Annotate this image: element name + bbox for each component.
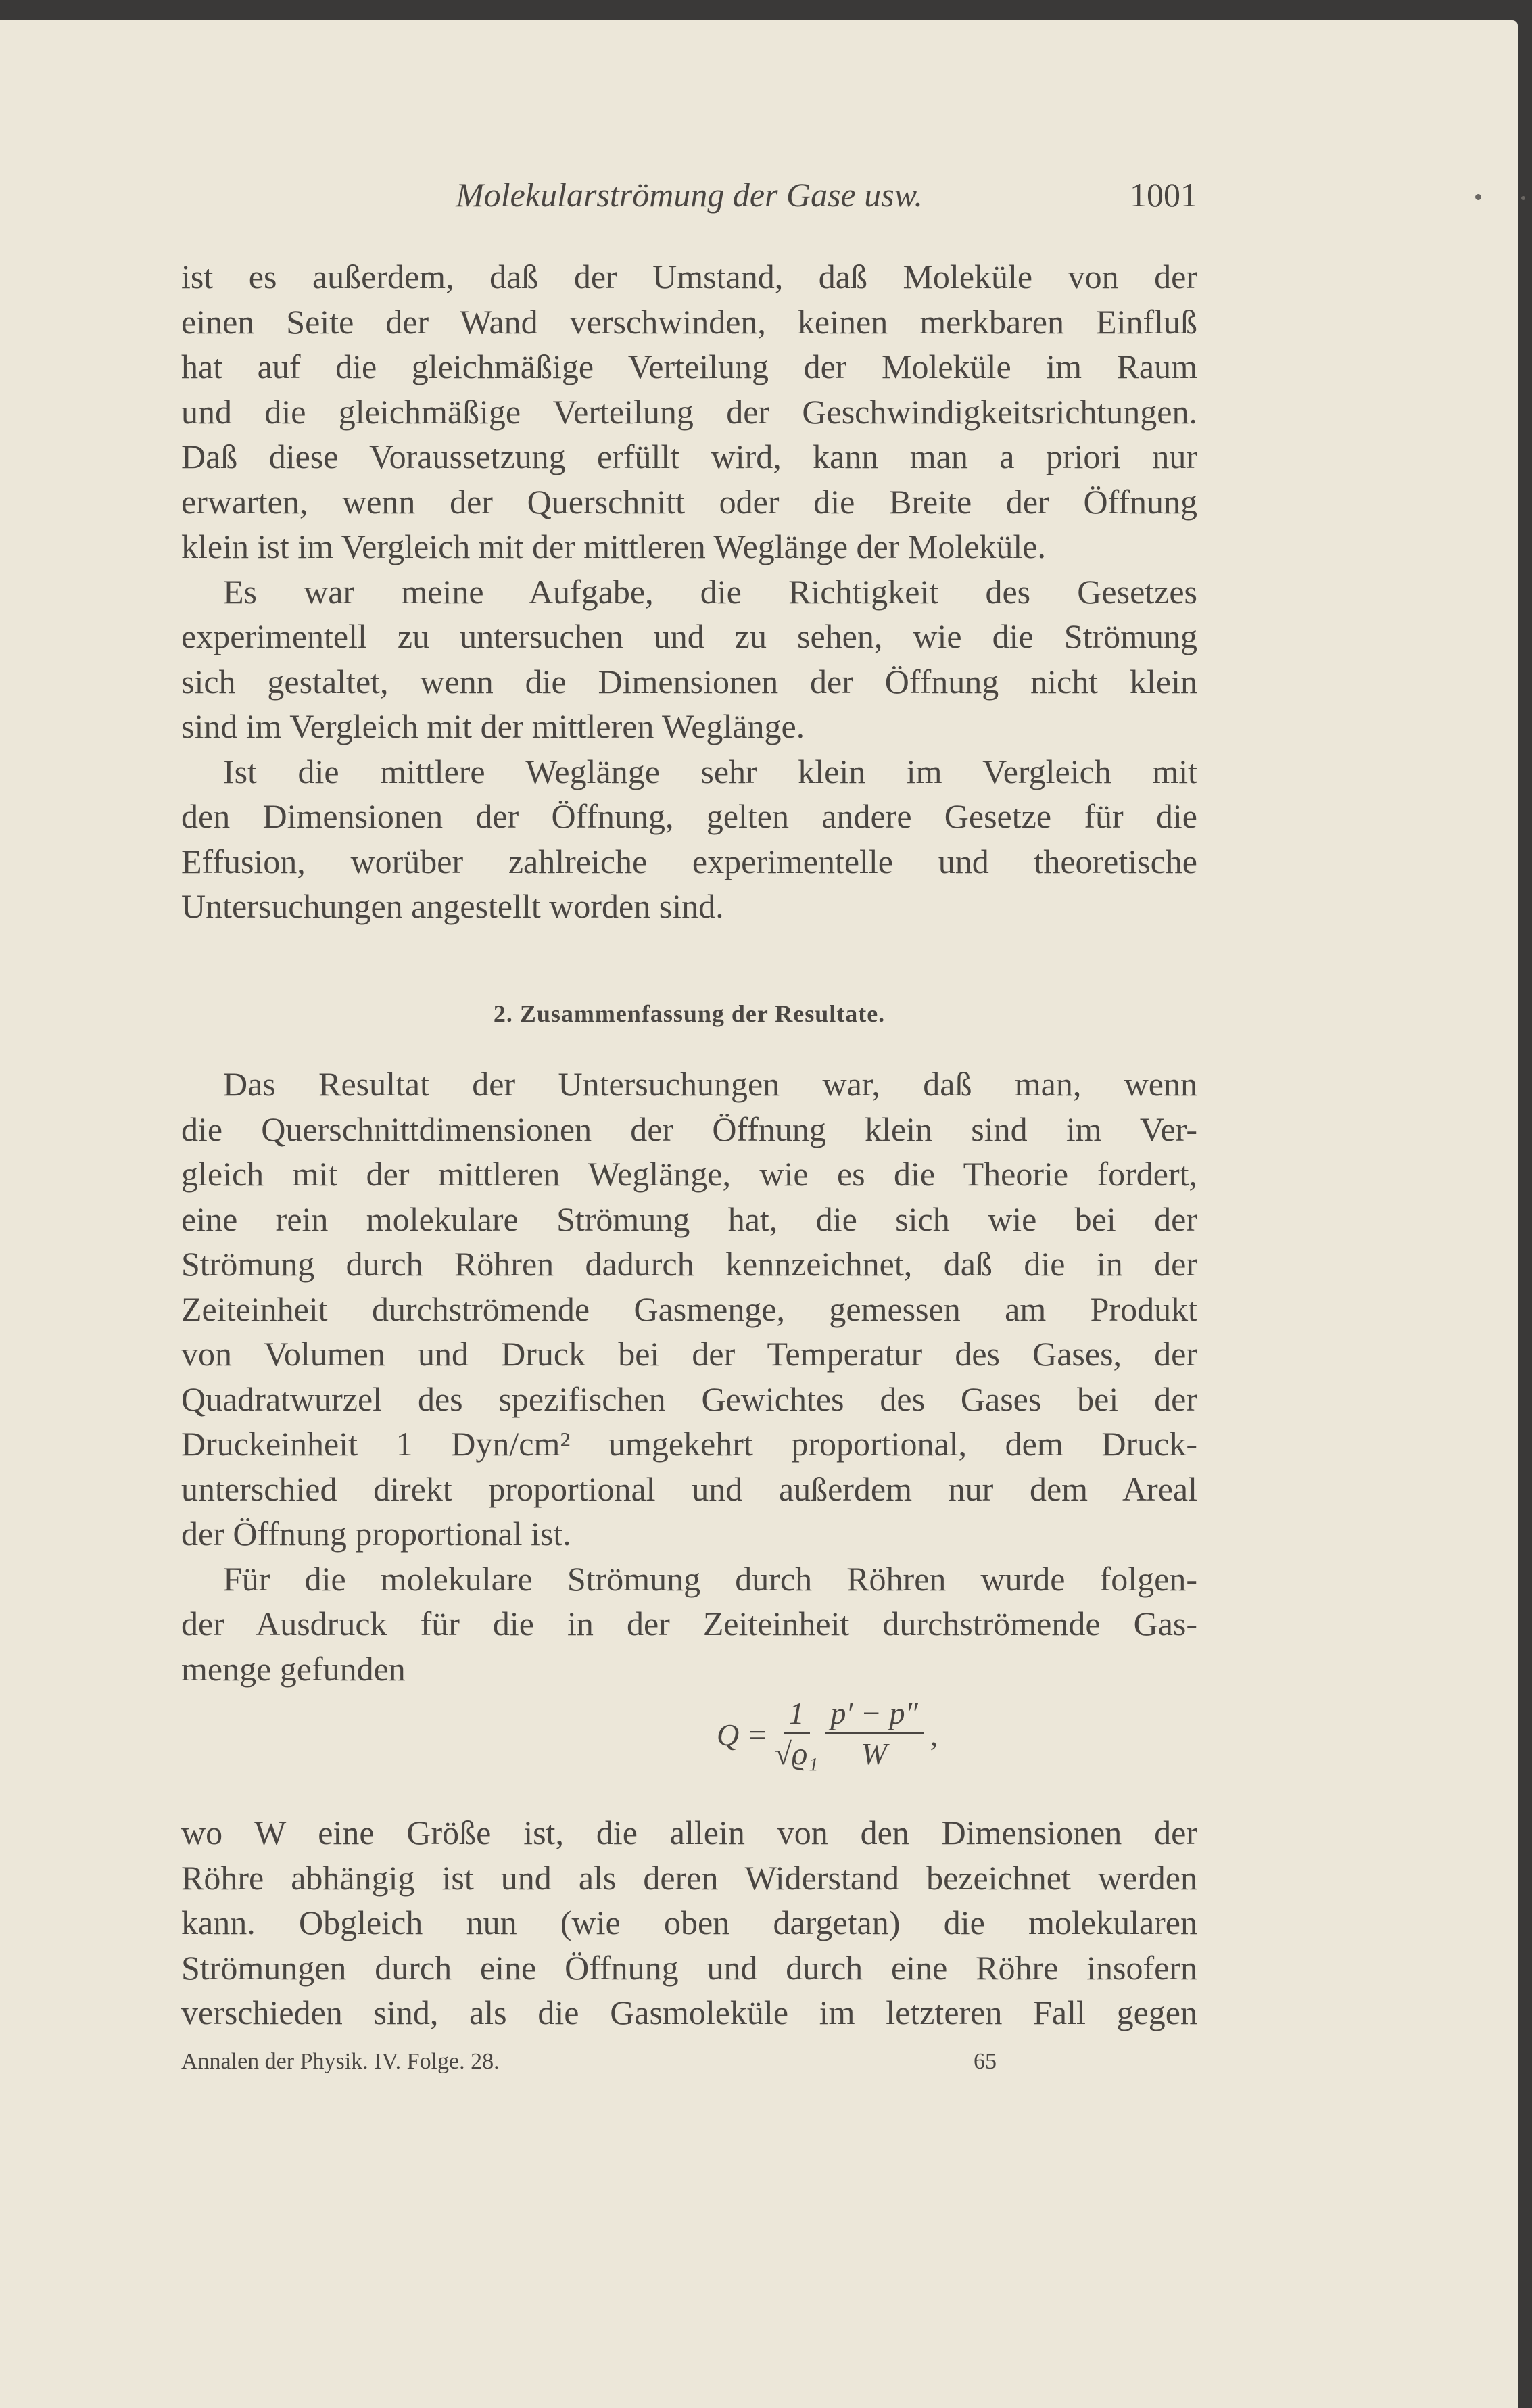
page-number: 1001 (1130, 176, 1197, 214)
paragraph (181, 1062, 1197, 1557)
formula-lhs: Q = (717, 1717, 768, 1752)
body-text-block-3 (181, 1810, 1197, 2035)
text-line: Daß diese Voraussetzung erfüllt wird, kann man a priori nur (181, 438, 1197, 475)
running-title: Molekularströmung der Gase usw. (456, 176, 923, 214)
text-line: hat auf die gleichmäßige Verteilung der Moleküle im Raum (181, 348, 1197, 385)
text-line: Druckeinheit 1 Dyn/cm² umgekehrt proportional, dem Druck- (181, 1425, 1197, 1463)
page-footer (181, 2046, 1197, 2078)
paragraph (181, 1810, 1197, 2035)
text-line: Effusion, worüber zahlreiche experimentelle und theoretische (181, 842, 1197, 880)
speck-mark (1475, 194, 1481, 200)
fraction-2-numerator: p′ − p″ (825, 1695, 923, 1734)
text-line: der Öffnung proportional ist. (181, 1515, 571, 1553)
sheet-signature: 65 (974, 2049, 997, 2074)
fraction-2-denominator: W (861, 1737, 888, 1771)
formula-comma: , (930, 1717, 938, 1752)
text-line: Strömungen durch eine Öffnung und durch eine Röhre insofern (181, 1948, 1197, 1987)
text-line: Das Resultat der Untersuchungen war, daß man, wenn (223, 1065, 1197, 1103)
text-line: eine rein molekulare Strömung hat, die sich wie bei der (181, 1200, 1197, 1238)
fraction-1-denominator: √ϱ₁ (774, 1737, 819, 1771)
speck-mark (1521, 196, 1525, 200)
text-line: einen Seite der Wand verschwinden, keinen merkbaren Einfluß (181, 302, 1197, 341)
fraction-1-numerator: 1 (784, 1695, 810, 1734)
running-header (181, 172, 1197, 217)
text-line: Untersuchungen angestellt worden sind. (181, 887, 724, 925)
text-line: Röhre abhängig ist und als deren Widerstand bezeichnet werden (181, 1858, 1197, 1897)
section-heading: 2. Zusammenfassung der Resultate. (493, 1000, 886, 1027)
text-line: Strömung durch Röhren dadurch kennzeichnet, daß die in der (181, 1245, 1197, 1283)
text-line: Es war meine Aufgabe, die Richtigkeit des Gesetzes (223, 572, 1197, 611)
journal-reference: Annalen der Physik. IV. Folge. 28. (181, 2049, 500, 2074)
paragraph (181, 749, 1197, 929)
text-line: gleich mit der mittleren Weglänge, wie es die Theorie fordert, (181, 1155, 1197, 1193)
fraction-2 (825, 1695, 923, 1774)
text-line: Für die molekulare Strömung durch Röhren wurde folgen- (223, 1559, 1197, 1598)
text-line: ist es außerdem, daß der Umstand, daß Moleküle von der (181, 258, 1197, 296)
paragraph (181, 569, 1197, 749)
text-line: sich gestaltet, wenn die Dimensionen der Öffnung nicht klein (181, 662, 1197, 701)
body-text-block-2 (181, 1062, 1197, 1691)
text-line: wo W eine Größe ist, die allein von den Dimensionen der (181, 1814, 1197, 1851)
text-line: experimentell zu untersuchen und zu sehen, wie die Strömung (181, 617, 1197, 655)
text-line: und die gleichmäßige Verteilung der Geschwindigkeitsrichtungen. (181, 392, 1197, 431)
text-line: sind im Vergleich mit der mittleren Weglänge. (181, 707, 805, 745)
paragraph (181, 1557, 1197, 1692)
formula (717, 1691, 938, 1778)
fraction-1 (775, 1695, 819, 1774)
text-line: kann. Obgleich nun (wie oben dargetan) die molekularen (181, 1904, 1197, 1941)
text-line: verschieden sind, als die Gasmoleküle im letzteren Fall gegen (181, 1993, 1197, 2031)
text-line: von Volumen und Druck bei der Temperatur des Gases, der (181, 1335, 1197, 1373)
text-line: den Dimensionen der Öffnung, gelten andere Gesetze für die (181, 797, 1197, 835)
text-line: klein ist im Vergleich mit der mittleren Weglänge der Moleküle. (181, 527, 1047, 565)
text-line: erwarten, wenn der Querschnitt oder die Breite der Öffnung (181, 482, 1197, 521)
text-line: Quadratwurzel des spezifischen Gewichtes des Gases bei der (181, 1379, 1197, 1418)
text-line: menge gefunden (181, 1649, 406, 1688)
text-line: die Querschnittdimensionen der Öffnung klein sind im Ver- (181, 1110, 1197, 1148)
text-line: Zeiteinheit durchströmende Gasmenge, gemessen am Produkt (181, 1290, 1197, 1328)
body-text-block-1 (181, 254, 1197, 929)
text-line: unterschied direkt proportional und außerdem nur dem Areal (181, 1469, 1197, 1508)
paragraph (181, 254, 1197, 569)
text-line: der Ausdruck für die in der Zeiteinheit durchströmende Gas- (181, 1605, 1197, 1643)
text-line: Ist die mittlere Weglänge sehr klein im Vergleich mit (223, 752, 1197, 790)
